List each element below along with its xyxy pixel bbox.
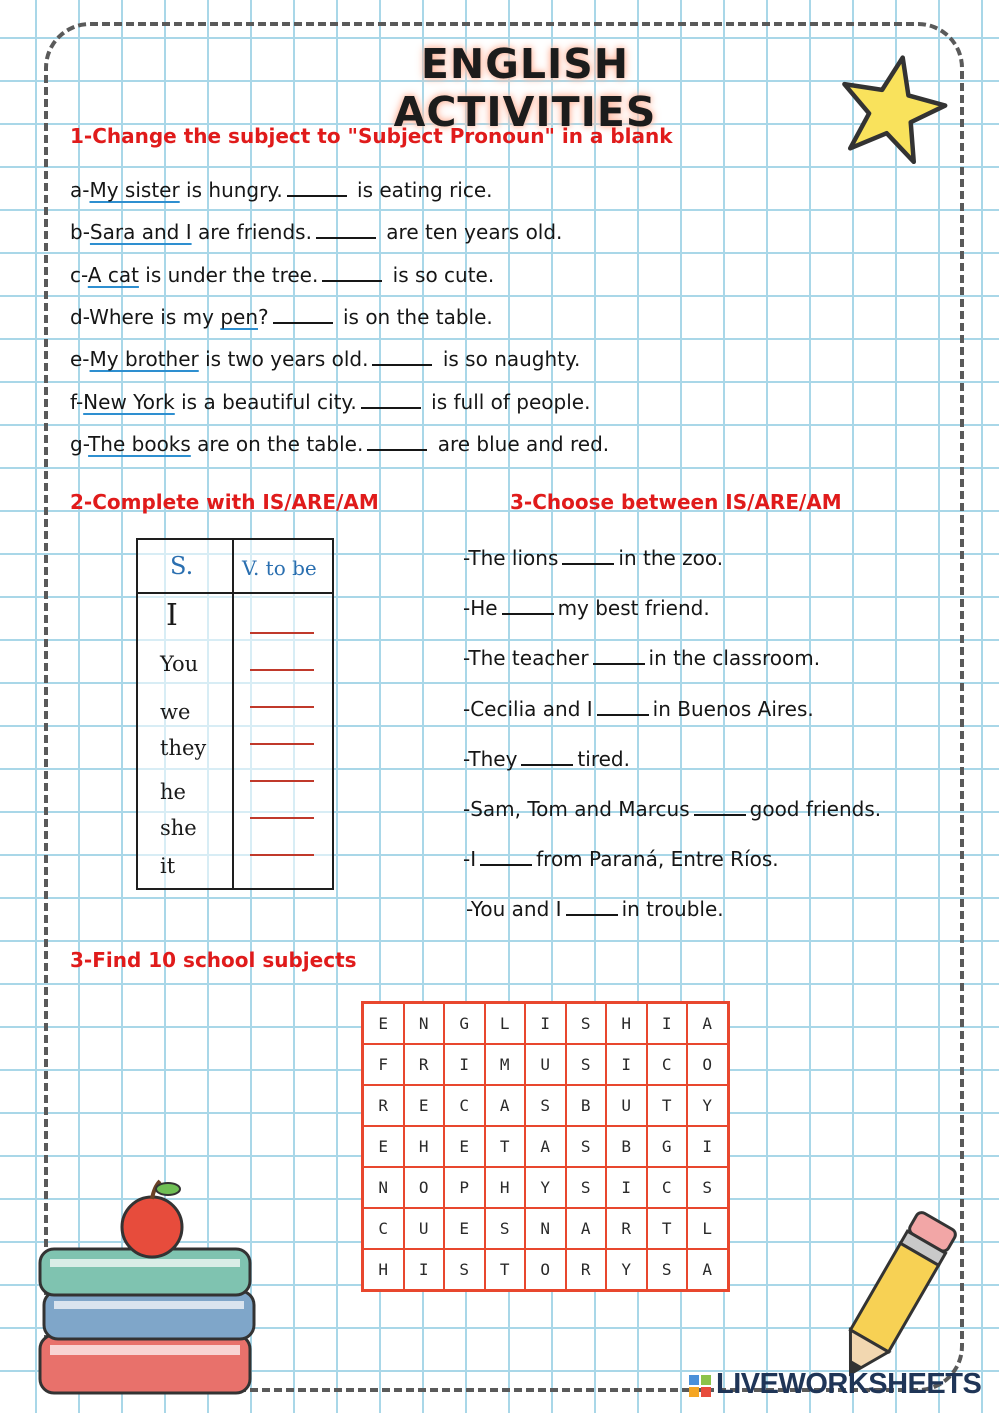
word-search-cell[interactable]: N — [363, 1167, 404, 1208]
word-search-cell[interactable]: I — [647, 1003, 688, 1044]
answer-blank[interactable] — [367, 433, 427, 451]
table-header-line — [138, 592, 332, 594]
word-search-cell[interactable]: L — [485, 1003, 526, 1044]
word-search-cell[interactable]: E — [363, 1126, 404, 1167]
verb-answer-line[interactable] — [250, 632, 314, 634]
word-search-cell[interactable]: L — [687, 1208, 728, 1249]
choose-subject: -The lions — [463, 546, 559, 570]
word-search-cell[interactable]: I — [444, 1044, 485, 1085]
pronoun-cell: it — [160, 854, 176, 878]
sentence-item — [70, 220, 562, 244]
choose-item — [463, 596, 710, 620]
word-search-cell[interactable]: Y — [525, 1167, 566, 1208]
answer-blank[interactable] — [597, 698, 649, 716]
choose-subject: -The teacher — [463, 646, 589, 671]
sentence-end: are blue and red. — [431, 431, 610, 456]
choose-rest: in trouble. — [621, 897, 724, 922]
word-search-cell[interactable]: N — [404, 1003, 445, 1044]
word-search-cell[interactable]: I — [687, 1126, 728, 1167]
sentence-end: is on the table. — [336, 304, 493, 329]
word-search-cell[interactable]: C — [363, 1208, 404, 1249]
word-search-cell[interactable]: E — [444, 1126, 485, 1167]
answer-blank[interactable] — [287, 179, 347, 197]
sentence-prefix: c- — [70, 262, 88, 287]
sentence-subject: The books — [88, 431, 191, 456]
answer-blank[interactable] — [562, 547, 614, 565]
choose-rest: good friends. — [749, 797, 882, 821]
word-search-cell[interactable]: O — [525, 1249, 566, 1290]
sentence-middle: is two years old. — [198, 347, 369, 372]
choose-item — [463, 747, 630, 771]
choose-rest: in Buenos Aires. — [652, 696, 814, 721]
star-icon — [836, 52, 948, 164]
word-search-cell[interactable]: O — [687, 1044, 728, 1085]
word-search-cell[interactable]: R — [606, 1208, 647, 1249]
page-title: ENGLISH ACTIVITIES — [393, 40, 657, 136]
word-search-cell[interactable]: U — [525, 1044, 566, 1085]
verb-answer-line[interactable] — [250, 854, 314, 856]
word-search-cell[interactable]: I — [404, 1249, 445, 1290]
answer-blank[interactable] — [361, 391, 421, 409]
sentence-item — [70, 432, 609, 456]
word-search-cell[interactable]: G — [647, 1126, 688, 1167]
word-search-cell[interactable]: A — [687, 1003, 728, 1044]
word-search-cell[interactable]: H — [606, 1003, 647, 1044]
choose-item — [463, 797, 881, 821]
word-search-cell[interactable]: S — [444, 1249, 485, 1290]
section4-heading: 3-Find 10 school subjects — [70, 948, 357, 972]
word-search-cell[interactable]: T — [485, 1249, 526, 1290]
choose-rest: from Paraná, Entre Ríos. — [536, 847, 779, 872]
word-search-cell[interactable]: I — [525, 1003, 566, 1044]
sentence-prefix: e- — [70, 347, 90, 372]
word-search-cell[interactable]: S — [566, 1044, 607, 1085]
word-search-cell[interactable]: A — [525, 1126, 566, 1167]
pronoun-cell: they — [160, 736, 207, 760]
choose-item — [466, 897, 724, 921]
apple-books-icon — [20, 1175, 290, 1405]
choose-rest: in the classroom. — [648, 646, 821, 671]
answer-blank[interactable] — [694, 798, 746, 816]
word-search-cell[interactable]: T — [647, 1208, 688, 1249]
word-search-cell[interactable]: P — [444, 1167, 485, 1208]
choose-rest: tired. — [577, 746, 630, 771]
word-search-cell[interactable]: H — [363, 1249, 404, 1290]
word-search-cell[interactable]: I — [606, 1167, 647, 1208]
section1-heading: 1-Change the subject to "Subject Pronoun" in a blank — [70, 124, 673, 148]
word-search-cell[interactable]: Y — [606, 1249, 647, 1290]
verb-answer-line[interactable] — [250, 780, 314, 782]
sentence-subject: Sara and I — [89, 220, 192, 245]
liveworksheets-logo-icon — [689, 1375, 711, 1397]
word-search-cell[interactable]: E — [363, 1003, 404, 1044]
answer-blank[interactable] — [502, 597, 554, 615]
table-header-verb: V. to be — [242, 556, 317, 580]
word-search-cell[interactable]: S — [687, 1167, 728, 1208]
choose-subject: -They — [463, 746, 518, 771]
verb-answer-line[interactable] — [250, 706, 314, 708]
choose-item — [463, 646, 820, 670]
choose-subject: -He — [463, 596, 498, 621]
sentence-middle: is hungry. — [179, 178, 283, 202]
table-header-subject: S. — [170, 552, 194, 580]
section2-heading: 2-Complete with IS/ARE/AM — [70, 490, 379, 514]
answer-blank[interactable] — [480, 848, 532, 866]
pronoun-cell: You — [160, 652, 199, 676]
answer-blank[interactable] — [593, 647, 645, 665]
sentence-prefix: a- — [70, 178, 90, 202]
sentence-middle: is under the tree. — [138, 262, 319, 287]
pronoun-cell: she — [160, 816, 197, 840]
word-search-cell[interactable]: M — [485, 1044, 526, 1085]
word-search-cell[interactable]: T — [647, 1085, 688, 1126]
answer-blank[interactable] — [273, 306, 333, 324]
choose-item — [463, 546, 723, 570]
sentence-end: is full of people. — [424, 389, 591, 414]
choose-item — [463, 847, 779, 871]
word-search-cell[interactable]: I — [606, 1044, 647, 1085]
word-search-cell[interactable]: A — [566, 1208, 607, 1249]
word-search-cell[interactable]: F — [363, 1044, 404, 1085]
sentence-prefix: g- — [70, 431, 89, 456]
word-search-cell[interactable]: R — [404, 1044, 445, 1085]
sentence-end: is so naughty. — [436, 347, 581, 372]
word-search-cell[interactable]: C — [647, 1044, 688, 1085]
word-search-grid — [361, 1001, 730, 1292]
answer-blank[interactable] — [372, 348, 432, 366]
word-search-cell[interactable]: A — [687, 1249, 728, 1290]
sentence-end: is so cute. — [386, 262, 495, 287]
verb-to-be-table — [136, 538, 334, 890]
sentence-prefix: f- — [70, 389, 84, 414]
word-search-cell[interactable]: U — [606, 1085, 647, 1126]
sentence-middle: are friends. — [191, 220, 312, 245]
section3-heading: 3-Choose between IS/ARE/AM — [510, 490, 842, 514]
sentence-subject: My sister — [89, 178, 180, 202]
word-search-cell[interactable]: R — [363, 1085, 404, 1126]
sentence-item — [70, 390, 590, 414]
sentence-subject: pen — [220, 304, 258, 329]
word-search-cell[interactable]: S — [525, 1085, 566, 1126]
sentence-middle: ? — [258, 304, 269, 329]
choose-item — [463, 697, 814, 721]
word-search-cell[interactable]: E — [444, 1208, 485, 1249]
verb-answer-line[interactable] — [250, 743, 314, 745]
word-search-cell[interactable]: A — [485, 1085, 526, 1126]
sentence-middle: are on the table. — [190, 431, 364, 456]
word-search-cell[interactable]: S — [566, 1003, 607, 1044]
verb-answer-line[interactable] — [250, 817, 314, 819]
sentence-subject: My brother — [89, 347, 199, 372]
word-search-cell[interactable]: H — [485, 1167, 526, 1208]
pronoun-cell: he — [160, 780, 186, 804]
sentence-subject: New York — [83, 389, 175, 414]
sentence-middle: is a beautiful city. — [174, 389, 357, 414]
sentence-item — [70, 347, 580, 371]
word-search-cell[interactable]: U — [404, 1208, 445, 1249]
sentence-end: is eating rice. — [350, 178, 493, 202]
choose-rest: in the zoo. — [618, 546, 724, 570]
word-search-cell[interactable]: B — [606, 1126, 647, 1167]
word-search-cell[interactable]: B — [566, 1085, 607, 1126]
brand-name: LIVEWORKSHEETS — [716, 1368, 982, 1400]
word-search-cell[interactable]: O — [404, 1167, 445, 1208]
answer-blank[interactable] — [566, 898, 618, 916]
sentence-item — [70, 178, 493, 202]
verb-answer-line[interactable] — [250, 669, 314, 671]
pencil-icon — [826, 1200, 966, 1390]
sentence-prefix: b- — [70, 220, 90, 245]
word-search-cell[interactable]: R — [566, 1249, 607, 1290]
pronoun-cell: we — [160, 700, 191, 724]
word-search-cell[interactable]: T — [485, 1126, 526, 1167]
sentence-item — [70, 305, 493, 329]
sentence-end: are ten years old. — [379, 220, 563, 245]
answer-blank[interactable] — [521, 748, 573, 766]
word-search-cell[interactable]: C — [647, 1167, 688, 1208]
word-search-cell[interactable]: S — [485, 1208, 526, 1249]
choose-subject: -Sam, Tom and Marcus — [463, 797, 690, 821]
choose-subject: -I — [463, 847, 477, 872]
choose-subject: -Cecilia and I — [463, 696, 593, 721]
sentence-item — [70, 263, 494, 287]
choose-subject: -You and I — [466, 897, 562, 922]
answer-blank[interactable] — [322, 264, 382, 282]
word-search-cell[interactable]: S — [647, 1249, 688, 1290]
pronoun-cell: I — [166, 598, 178, 633]
choose-rest: my best friend. — [557, 596, 710, 621]
sentence-subject: A cat — [87, 262, 139, 287]
word-search-cell[interactable]: H — [404, 1126, 445, 1167]
answer-blank[interactable] — [316, 221, 376, 239]
word-search-cell[interactable]: C — [444, 1085, 485, 1126]
word-search-cell[interactable]: E — [404, 1085, 445, 1126]
word-search-cell[interactable]: Y — [687, 1085, 728, 1126]
word-search-cell[interactable]: G — [444, 1003, 485, 1044]
word-search-cell[interactable]: N — [525, 1208, 566, 1249]
word-search-cell[interactable]: S — [566, 1126, 607, 1167]
word-search-cell[interactable]: S — [566, 1167, 607, 1208]
sentence-prefix: d-Where is my — [70, 304, 221, 329]
